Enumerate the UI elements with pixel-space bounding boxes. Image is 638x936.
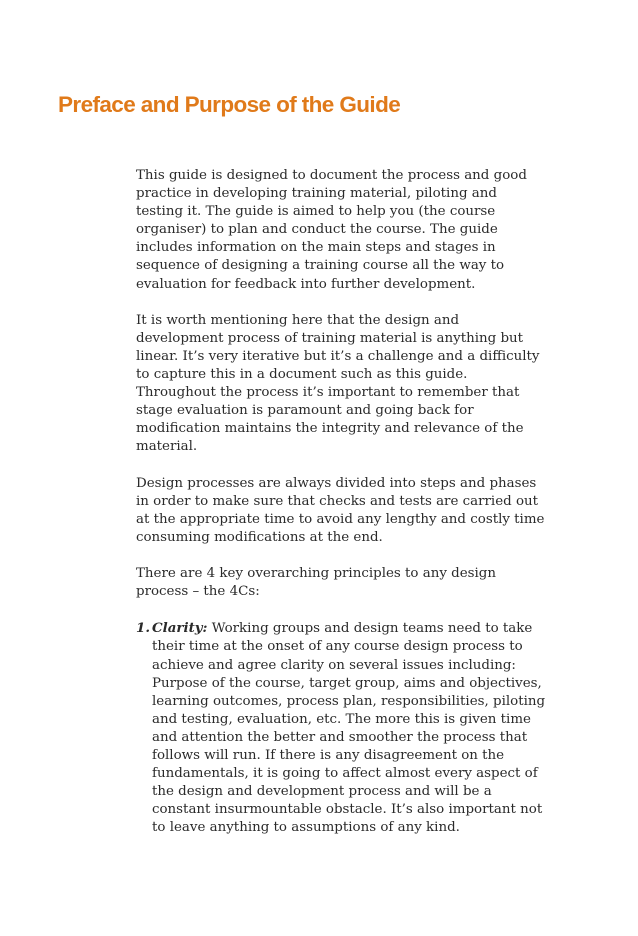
list-item xyxy=(136,619,546,837)
paragraph-iterative: It is worth mentioning here that the design and development process of training material is anything but linear. It’s very iterative but it’s a challenge and a difficulty to capture this in a document such as this guide. Throughout the process it’s important to remember that stage evaluation is paramount and going back for modification maintains the integrity and relevance of the material. xyxy=(136,312,540,455)
body-text xyxy=(136,167,546,837)
paragraph-intro: This guide is designed to document the process and good practice in developing training material, piloting and testing it. The guide is aimed to help you (the course organiser) to plan and conduct the course. The guide includes information on the main steps and stages in sequence of designing a training course all the way to evaluation for feedback into further development. xyxy=(136,168,527,292)
list-item-text: Working groups and design teams need to take their time at the onset of any course design process to achieve and agree clarity on several issues including: Purpose of the course, target group, aims and objectives, learning outcomes, process plan, responsibilities, piloting and testing, evaluation, etc. The more this is given time and attention the better and smoother the process that follows will run. If there is any disagreement on the fundamentals, it is going to affect almost every aspect of the design and development process and will be a constant insurmountable obstacle. It’s also important not to leave anything to assumptions of any kind. xyxy=(152,621,546,836)
paragraph-phases: Design processes are always divided into steps and phases in order to make sure that checks and tests are carried out at the appropriate time to avoid any lengthy and costly time consuming modifications at the end. xyxy=(136,475,545,545)
paragraph-principles: There are 4 key overarching principles to any design process – the 4Cs: xyxy=(136,566,497,600)
list-item-term: Clarity: xyxy=(152,620,208,637)
list-item-number: 1. xyxy=(136,620,150,637)
principles-list xyxy=(136,619,546,837)
page-title: Preface and Purpose of the Guide xyxy=(58,92,401,117)
